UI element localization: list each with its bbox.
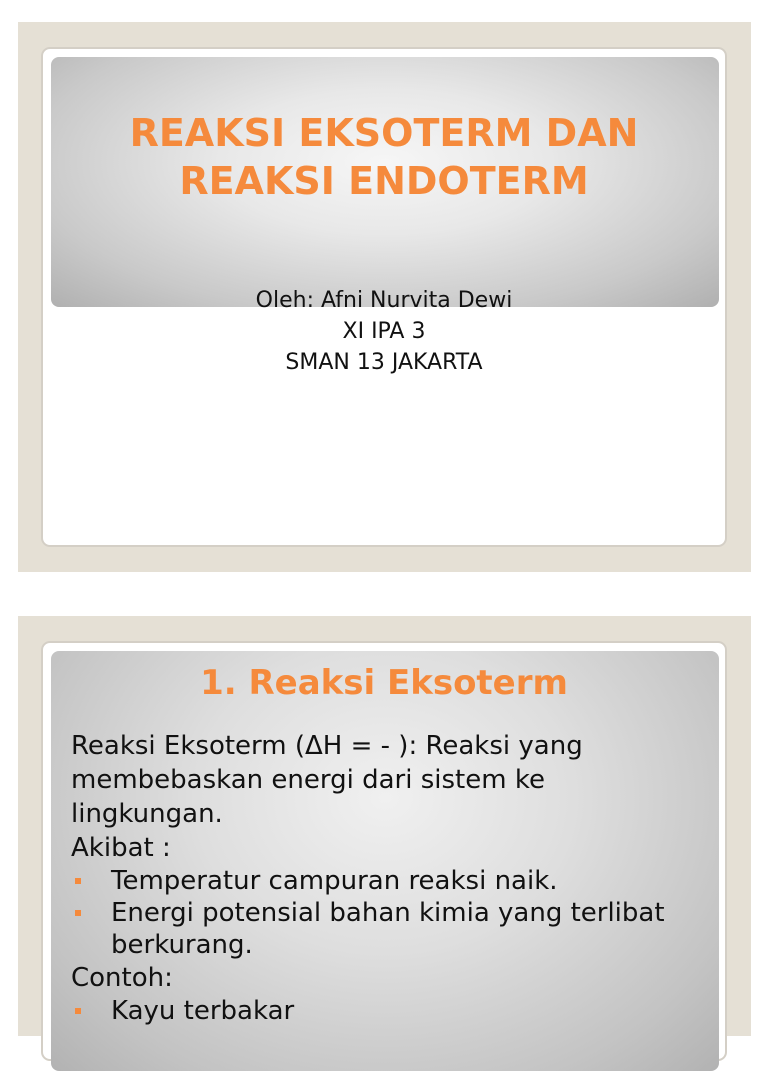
- bullet-text: Energi potensial bahan kimia yang terlibat berkurang.: [111, 898, 665, 960]
- bullet-marker-icon: [75, 878, 81, 884]
- definition-text: Reaksi Eksoterm (ΔH = - ): Reaksi yang membebaskan energi dari sistem ke lingkungan.: [71, 731, 583, 829]
- title-line-1: REAKSI EKSOTERM DAN: [129, 111, 639, 155]
- bullet-text: Temperatur campuran reaksi naik.: [111, 866, 558, 896]
- bullet-marker-icon: [75, 1008, 81, 1014]
- author-line: Oleh: Afni Nurvita Dewi: [255, 288, 513, 313]
- class-line: XI IPA 3: [342, 319, 426, 344]
- bullet-text: Kayu terbakar: [111, 996, 295, 1026]
- bullet-item: [71, 865, 691, 897]
- slide-1-title: [43, 109, 725, 205]
- akibat-label: Akibat :: [71, 833, 171, 863]
- bullet-marker-icon: [75, 910, 81, 916]
- bullet-item: [71, 897, 691, 961]
- title-line-2: REAKSI ENDOTERM: [179, 159, 589, 203]
- slide-2: [18, 616, 751, 1036]
- slide-2-body: [71, 729, 691, 1027]
- slide-1: [18, 22, 751, 572]
- slide-1-subtitle: [43, 285, 725, 378]
- slide-2-title: 1. Reaksi Eksoterm: [200, 663, 568, 703]
- bullet-item: [71, 995, 691, 1027]
- school-line: SMAN 13 JAKARTA: [285, 350, 483, 375]
- slide-2-card: [41, 641, 727, 1061]
- contoh-label: Contoh:: [71, 963, 173, 993]
- slide-1-card: [41, 47, 727, 547]
